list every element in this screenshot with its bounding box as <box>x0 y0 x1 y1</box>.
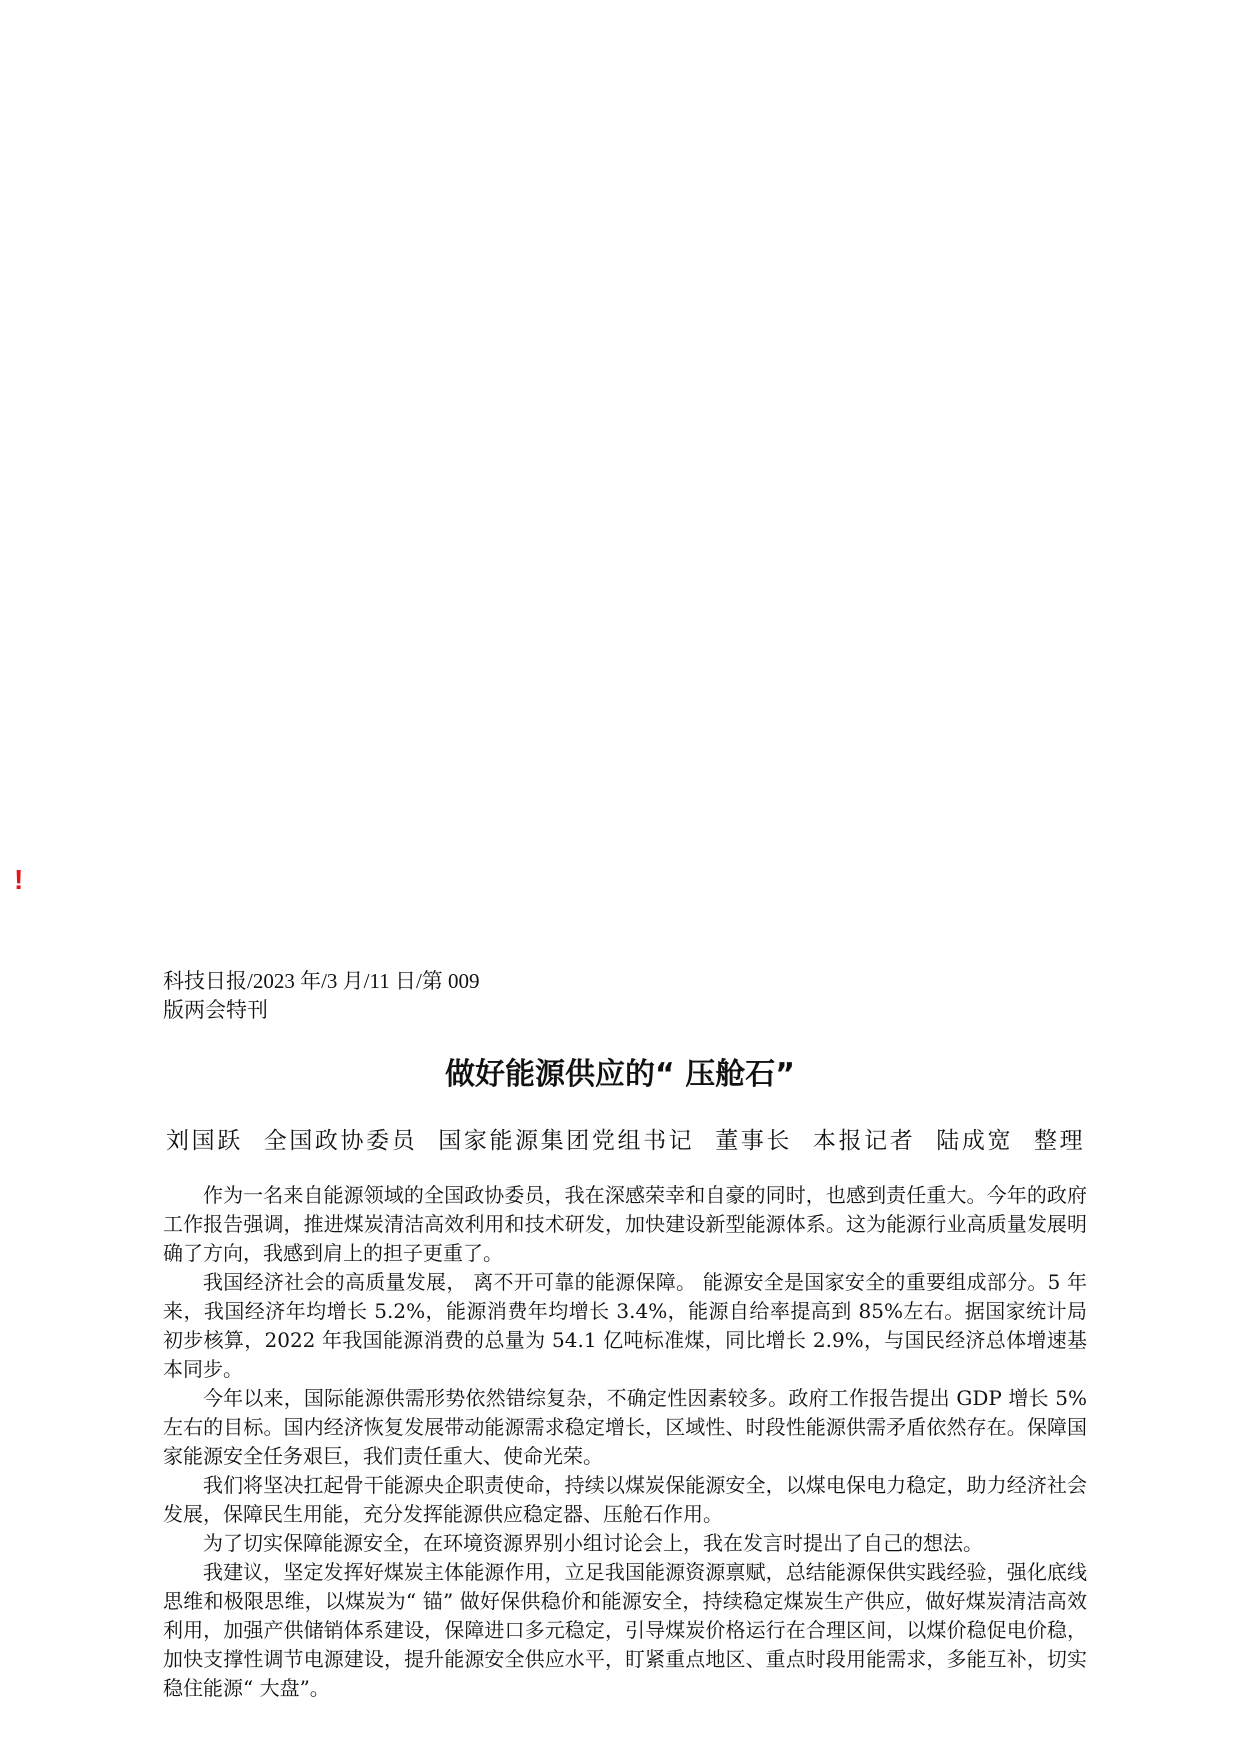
author-name: 刘国跃 <box>166 1128 243 1154</box>
paragraph: 今年以来，国际能源供需形势依然错综复杂，不确定性因素较多。政府工作报告提出 GDP 增长 5%左右的目标。国内经济恢复发展带动能源需求稳定增长，区域性、时段性能源供需矛盾依然存在。保障国家能源安全任务艰巨，我们责任重大、使命光荣。 <box>163 1386 1087 1468</box>
article-body <box>163 1181 1087 1703</box>
article-title: 做好能源供应的“ 压舱石” <box>445 1057 795 1092</box>
byline <box>166 1125 1096 1157</box>
reporter-name: 陆成宽 <box>936 1128 1014 1154</box>
author-role-cppcc: 全国政协委员 <box>263 1128 418 1154</box>
source-citation <box>163 967 683 1025</box>
compiled-label: 整理 <box>1033 1128 1086 1154</box>
author-role-secretary: 国家能源集团党组书记 <box>438 1128 695 1154</box>
paragraph: 作为一名来自能源领域的全国政协委员，我在深感荣幸和自豪的同时，也感到责任重大。今年的政府工作报告强调，推进煤炭清洁高效利用和技术研发，加快建设新型能源体系。这为能源行业高质量发展明确了方向，我感到肩上的担子更重了。 <box>163 1183 1087 1265</box>
source-line-2: 版两会特刊 <box>163 998 268 1022</box>
paragraph: 我建议，坚定发挥好煤炭主体能源作用，立足我国能源资源禀赋，总结能源保供实践经验，强化底线思维和极限思维，以煤炭为“ 锚” 做好保供稳价和能源安全，持续稳定煤炭生产供应，做好煤炭清洁高效利用，加强产供储销体系建设，保障进口多元稳定，引导煤炭价格运行在合理区间，以煤价稳促电价稳，加快支撑性调节电源建设，提升能源安全供应水平，盯紧重点地区、重点时段用能需求，多能互补，切实稳住能源“ 大盘”。 <box>163 1560 1087 1700</box>
paragraph: 我国经济社会的高质量发展， 离不开可靠的能源保障。 能源安全是国家安全的重要组成部分。5 年来，我国经济年均增长 5.2%，能源消费年均增长 3.4%，能源自给率提高到 85%左右。据国家统计局初步核算，2022 年我国能源消费的总量为 54.1 亿吨标准煤，同比增长 2.9%，与国民经济总体增速基本同步。 <box>163 1270 1087 1381</box>
red-exclamation-mark: ! <box>14 864 24 895</box>
reporter-label: 本报记者 <box>812 1128 916 1154</box>
paragraph: 我们将坚决扛起骨干能源央企职责使命，持续以煤炭保能源安全，以煤电保电力稳定，助力经济社会发展，保障民生用能，充分发挥能源供应稳定器、压舱石作用。 <box>163 1473 1087 1526</box>
author-role-chairman: 董事长 <box>715 1128 792 1154</box>
source-line-1: 科技日报/2023 年/3 月/11 日/第 009 <box>163 969 480 993</box>
paragraph: 为了切实保障能源安全，在环境资源界别小组讨论会上，我在发言时提出了自己的想法。 <box>203 1531 983 1555</box>
